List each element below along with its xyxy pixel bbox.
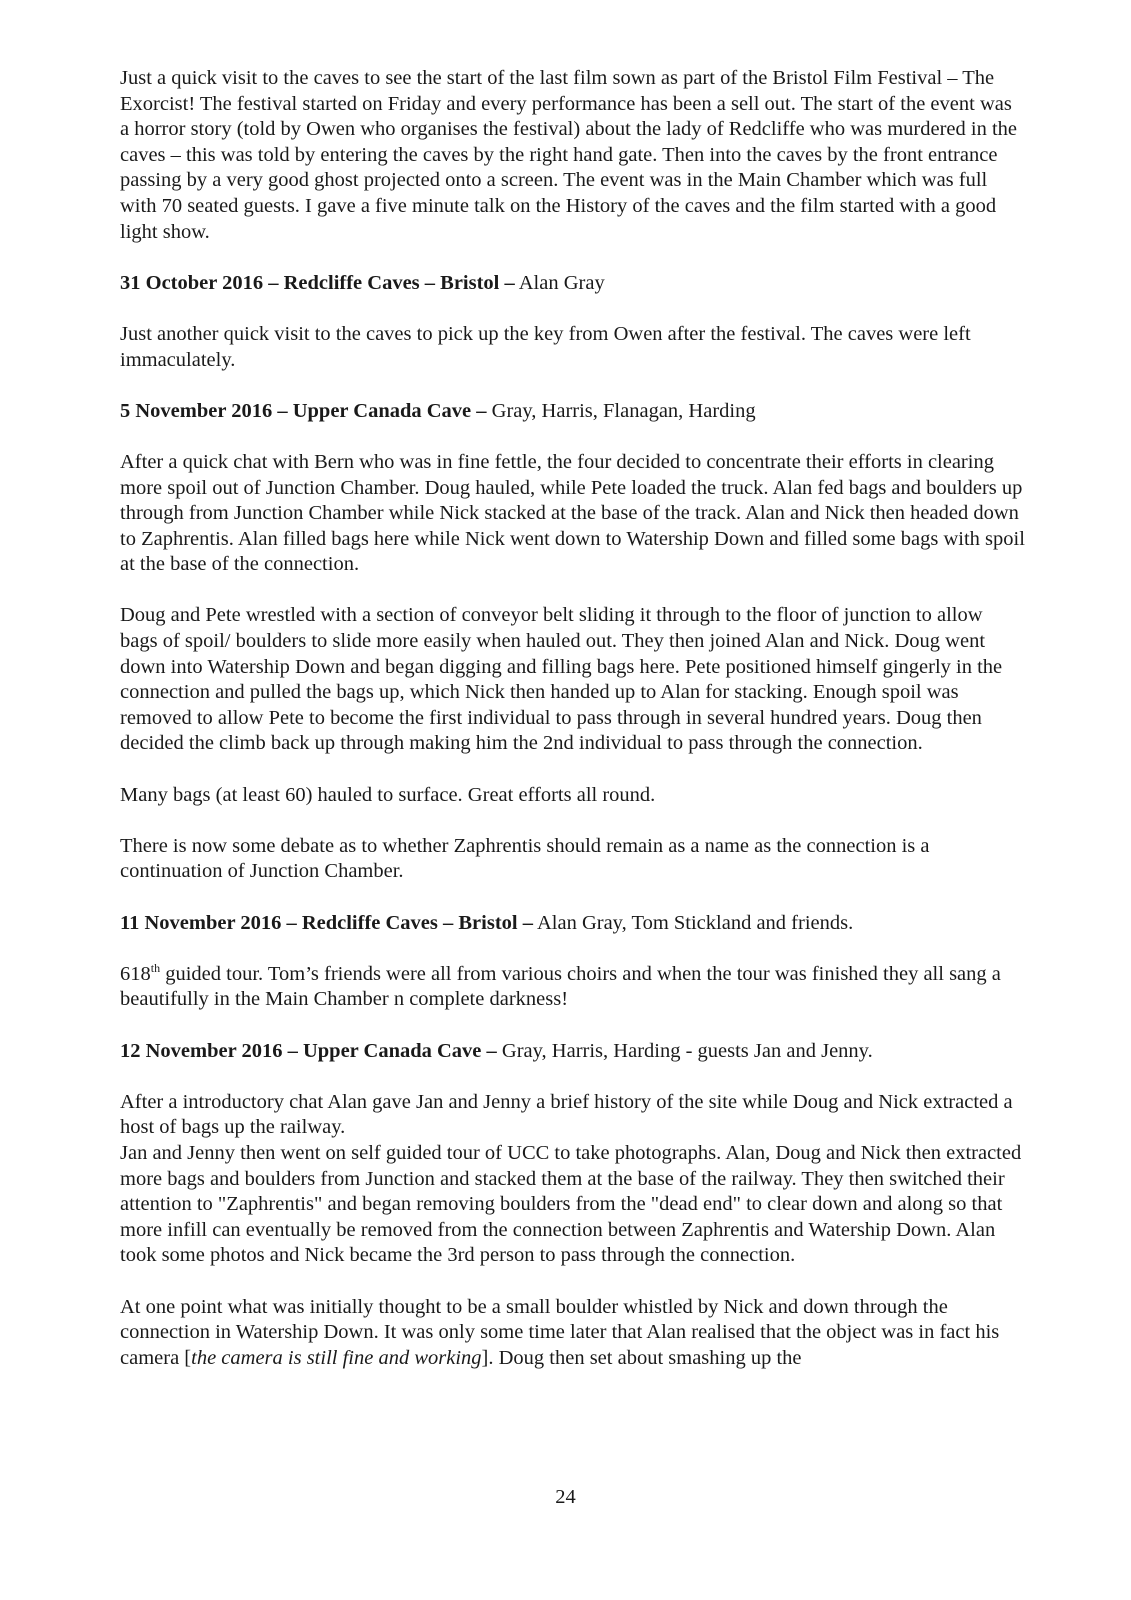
paragraph-self-guided-tour: Jan and Jenny then went on self guided tour of UCC to take photographs. Alan, Doug and Nick then extracted more bags and boulders from Junction and stacked them at the base of the railway. They then switched their attention to "Zaphrentis" and began removing boulders from the "dead end" to clear down and along so that more infill can eventually be removed from the connection between Zaphrentis and Watership Down. Alan took some photos and Nick became the 3rd person to pass through the connection. [120, 1141, 1022, 1267]
entry-heading-31-october [120, 271, 1025, 297]
page-number: 24 [555, 1486, 576, 1508]
paragraph-film-festival: Just a quick visit to the caves to see the start of the last film sown as part of the Bristol Film Festival – The Exorcist! The festival started on Friday and every performance has been a sell out. The start of the event was a horror story (told by Owen who organises the festival) about the lady of Redcliffe who was murdered in the caves – this was told by entering the caves by the right hand gate. Then into the caves by the front entrance passing by a very good ghost projected onto a screen. The event was in the Main Chamber which was full with 70 seated guests. I gave a five minute talk on the History of the caves and the film started with a good light show. [120, 67, 1018, 243]
entry-heading-bold: 5 November 2016 – Upper Canada Cave – [120, 399, 487, 422]
paragraph-key-pickup: Just another quick visit to the caves to pick up the key from Owen after the festival. The caves were left immaculately. [120, 322, 971, 371]
paragraph-bags-hauled: Many bags (at least 60) hauled to surface. Great efforts all round. [120, 783, 656, 806]
entry-heading-people: Alan Gray [514, 271, 605, 294]
entry-heading-people: Gray, Harris, Harding - guests Jan and Jenny. [496, 1039, 873, 1062]
camera-text-end: ]. Doug then set about smashing up the [481, 1346, 802, 1369]
paragraph-conveyor-belt: Doug and Pete wrestled with a section of conveyor belt sliding it through to the floor of junction to allow bags of spoil/ boulders to slide more easily when hauled out. They then joined Alan and Nick. Doug went down into Watership Down and began digging and filling bags here. Pete positioned himself gingerly in the connection and pulled the bags up, which Nick then handed up to Alan for stacking. Enough spoil was removed to allow Pete to become the first individual to pass through in several hundred years. Doug then decided the climb back up through making him the 2nd individual to pass through the connection. [120, 604, 1003, 755]
entry-heading-people: Gray, Harris, Flanagan, Harding [486, 399, 756, 422]
entry-heading-bold: 11 November 2016 – Redcliffe Caves – Bristol – [120, 911, 533, 934]
tour-description: guided tour. Tom’s friends were all from various choirs and when the tour was finished they all sang a beautifully in the Main Chamber n complete darkness! [120, 962, 1001, 1011]
document-page [120, 66, 1025, 1397]
entry-heading-bold: 31 October 2016 – Redcliffe Caves – Bristol – [120, 271, 515, 294]
entry-heading-bold: 12 November 2016 – Upper Canada Cave – [120, 1039, 497, 1062]
tour-number-suffix: th [150, 960, 161, 975]
tour-number: 618 [120, 962, 151, 985]
camera-note-italic: the camera is still fine and working [191, 1346, 482, 1369]
paragraph-junction-chamber: After a quick chat with Bern who was in fine fettle, the four decided to concentrate their efforts in clearing more spoil out of Junction Chamber. Doug hauled, while Pete loaded the truck. Alan fed bags and boulders up through from Junction Chamber while Nick stacked at the base of the track. Alan and Nick then headed down to Zaphrentis. Alan filled bags here while Nick went down to Watership Down and filled some bags with spoil at the base of the connection. [120, 450, 1025, 576]
entry-heading-people: Alan Gray, Tom Stickland and friends. [532, 911, 854, 934]
paragraph-introductory-chat: After a introductory chat Alan gave Jan and Jenny a brief history of the site while Doug and Nick extracted a host of bags up the railway. [120, 1090, 1013, 1139]
entry-heading-11-november [120, 911, 1025, 937]
paragraph-camera-incident [120, 1295, 1025, 1372]
paragraph-guided-tour [120, 962, 1025, 1013]
entry-heading-12-november [120, 1039, 1025, 1065]
entry-heading-5-november [120, 399, 1025, 425]
camera-text-start: At one point what was initially thought to be a small boulder whistled by Nick and down through the connection in Watership Down. It was only some time later that Alan realised that the object was in fact his camera [ [120, 1295, 1000, 1369]
paragraph-zaphrentis-debate: There is now some debate as to whether Zaphrentis should remain as a name as the connection is a continuation of Junction Chamber. [120, 834, 930, 883]
